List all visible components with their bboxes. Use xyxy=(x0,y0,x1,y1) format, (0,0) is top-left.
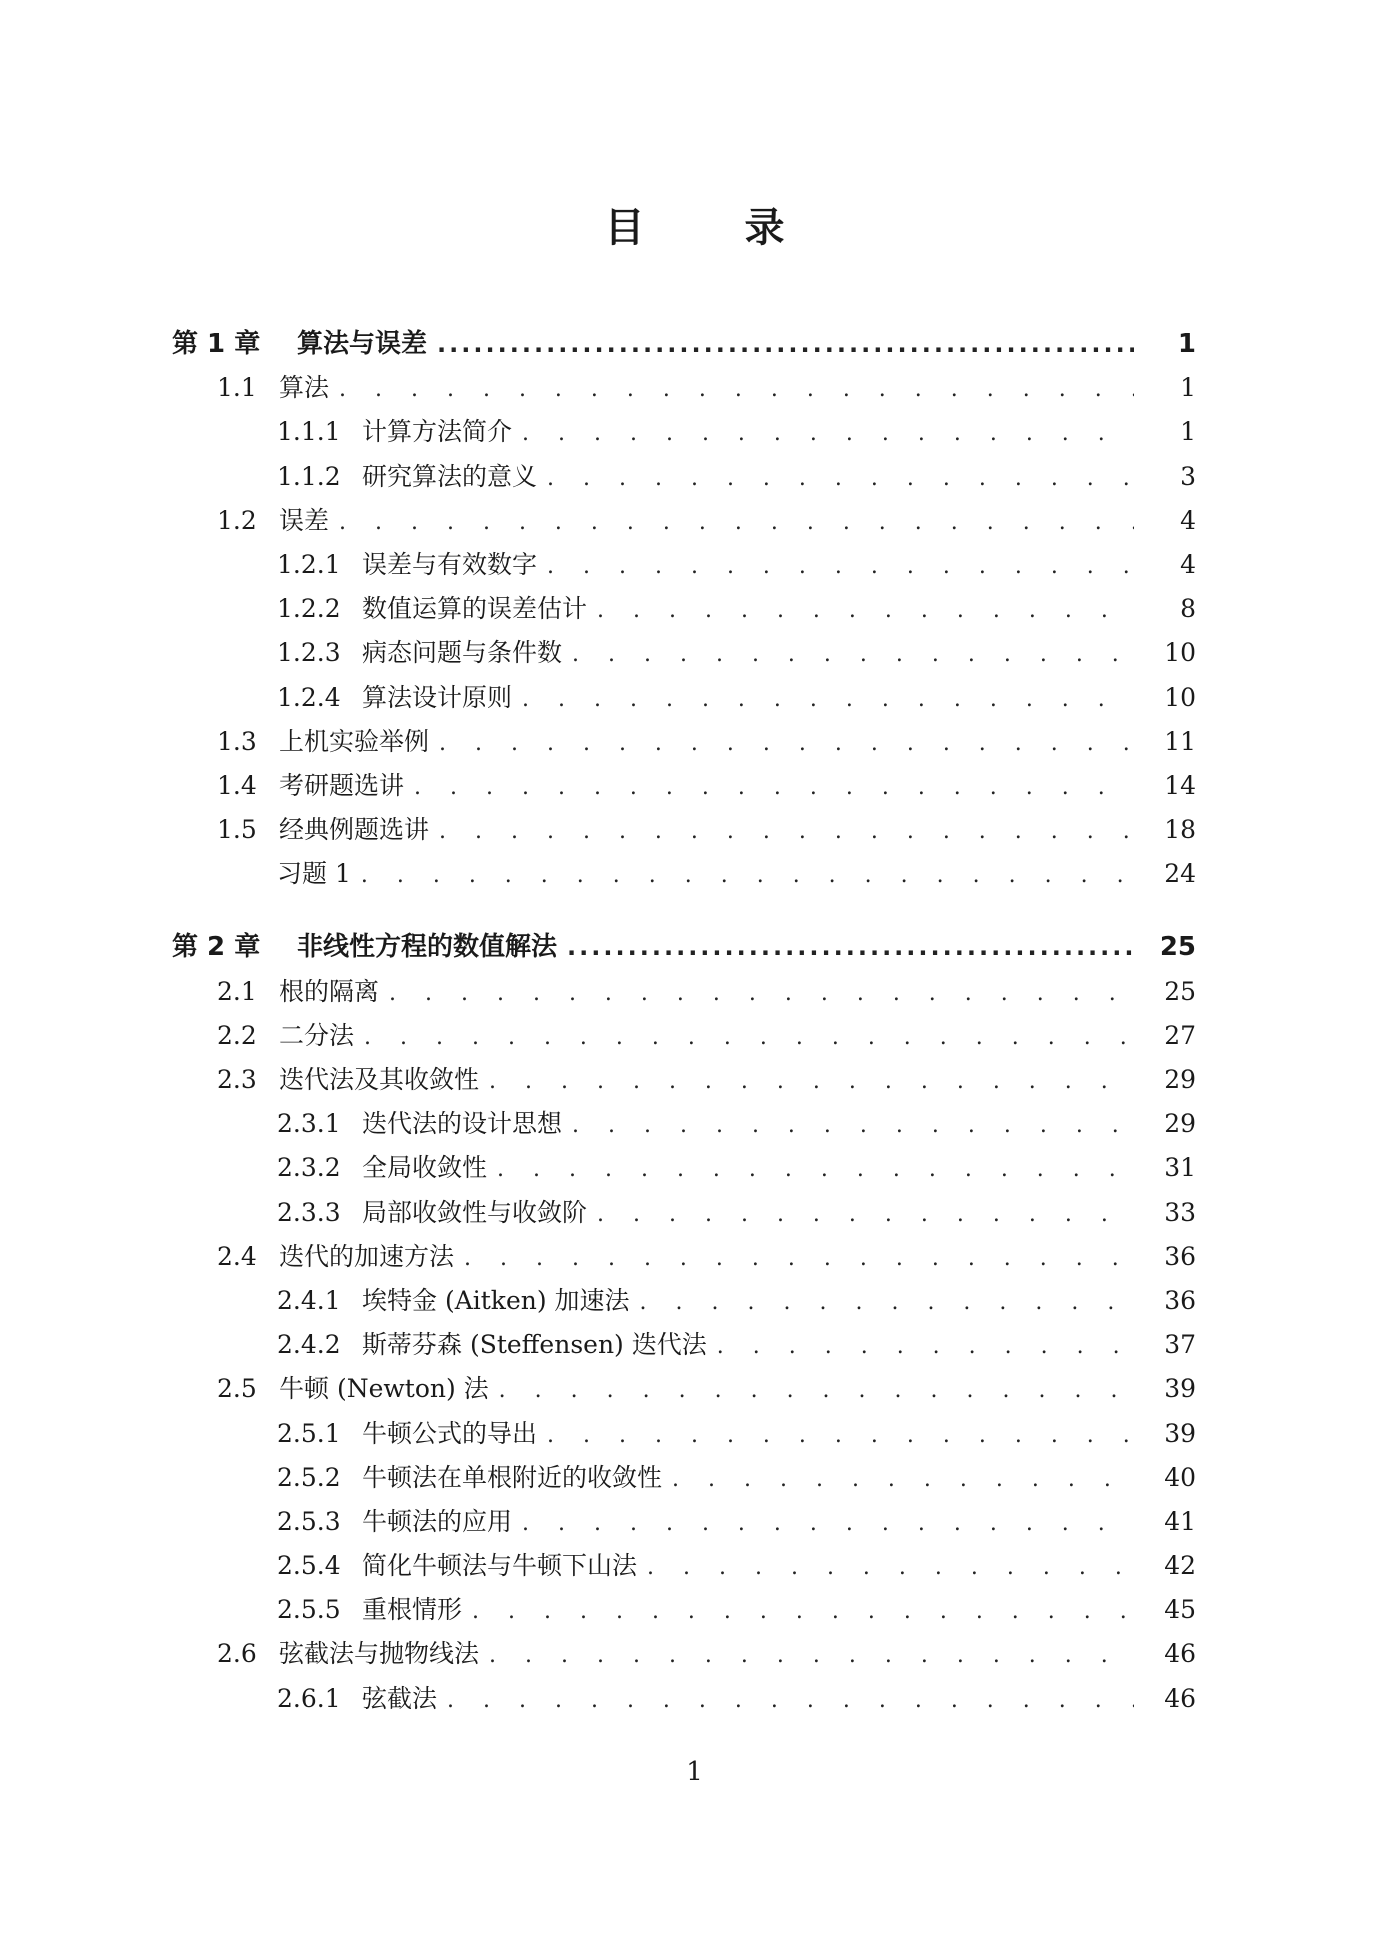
dot-leader xyxy=(597,1193,1134,1237)
toc-entry-page: 33 xyxy=(1164,1197,1196,1227)
toc-entry-page: 29 xyxy=(1164,1065,1196,1094)
toc-entry-title: 根的隔离 xyxy=(279,976,380,1006)
dot-leader xyxy=(499,1369,1134,1413)
toc-entry-title: 全局收敛性 xyxy=(362,1153,488,1183)
toc-entry-page: 1 xyxy=(1177,329,1196,359)
toc-entry-number: 1.5 xyxy=(217,815,257,845)
toc-entry-title: 数值运算的误差估计 xyxy=(362,594,588,624)
toc-entry-title: 算法 xyxy=(279,373,330,403)
toc-entry-number: 1.2.1 xyxy=(277,549,341,579)
toc-entry-page: 46 xyxy=(1164,1683,1196,1713)
dot-leader xyxy=(489,1060,1134,1104)
toc-entry-title: 研究算法的意义 xyxy=(362,461,538,491)
dot-leader xyxy=(522,1502,1134,1546)
toc-entry-number: 2.4.2 xyxy=(277,1330,341,1360)
toc-entry-number: 2.4 xyxy=(217,1241,257,1271)
dot-leader xyxy=(640,1281,1134,1325)
toc-entry-title: 二分法 xyxy=(279,1020,355,1050)
toc-entry-page: 14 xyxy=(1164,770,1196,800)
toc-entry-section xyxy=(172,1058,1196,1102)
toc-entry-page: 25 xyxy=(1159,932,1196,963)
toc-entry-subsection xyxy=(172,587,1196,631)
toc-entry-page: 37 xyxy=(1164,1330,1196,1360)
dot-leader xyxy=(339,368,1134,412)
toc-entry-title: 斯蒂芬森 (Steffensen) 迭代法 xyxy=(362,1330,707,1360)
dot-leader xyxy=(472,1590,1134,1634)
toc-entry-title: 误差与有效数字 xyxy=(362,549,538,579)
toc-entry-page: 10 xyxy=(1164,682,1196,712)
dot-leader xyxy=(547,545,1134,589)
toc-entry-number: 1.1.2 xyxy=(277,461,341,491)
toc-entry-title: 弦截法 xyxy=(362,1683,438,1713)
toc-entry-title: 牛顿公式的导出 xyxy=(362,1418,538,1448)
toc-entry-number: 2.6.1 xyxy=(277,1683,341,1713)
dot-leader xyxy=(522,412,1134,456)
toc-entry-subsection xyxy=(172,1588,1196,1632)
toc-entry-subsection xyxy=(172,1500,1196,1544)
toc-entry-title: 迭代法及其收敛性 xyxy=(279,1065,480,1094)
toc-entry-number: 1.1 xyxy=(217,373,257,403)
toc-entry-page: 4 xyxy=(1180,549,1196,579)
toc-entry-title: 迭代法的设计思想 xyxy=(362,1109,563,1139)
toc-entry-page: 11 xyxy=(1164,726,1196,756)
page-number: 1 xyxy=(686,1757,703,1787)
toc-entry-chapter xyxy=(172,322,1196,366)
dot-leader xyxy=(439,722,1134,766)
toc-entry-title: 算法与误差 xyxy=(297,329,428,359)
toc-entry-number: 第 2 章 xyxy=(172,932,261,963)
dot-leader xyxy=(447,1679,1134,1723)
toc-entry-title: 简化牛顿法与牛顿下山法 xyxy=(362,1551,638,1581)
toc-entry-page: 24 xyxy=(1164,859,1196,889)
dot-leader xyxy=(389,972,1134,1016)
toc-entry-page: 41 xyxy=(1164,1506,1196,1536)
toc-entry-number: 2.1 xyxy=(217,976,257,1006)
toc-entry-subsection xyxy=(172,410,1196,454)
toc-entry-title: 误差 xyxy=(279,505,330,535)
toc-entry-number: 1.2.4 xyxy=(277,682,341,712)
toc-entry-page: 45 xyxy=(1164,1595,1196,1625)
toc-entry-number: 2.5.5 xyxy=(277,1595,341,1625)
toc-entry-page: 18 xyxy=(1164,815,1196,845)
toc-entry-number: 2.5.3 xyxy=(277,1506,341,1536)
toc-entry-section xyxy=(172,970,1196,1014)
table-of-contents xyxy=(172,322,1196,1721)
toc-entry-subsection xyxy=(172,1677,1196,1721)
toc-entry-page: 40 xyxy=(1164,1462,1196,1492)
toc-entry-subsection xyxy=(172,1412,1196,1456)
toc-entry-chapter xyxy=(172,925,1196,969)
toc-entry-number: 1.4 xyxy=(217,770,257,800)
toc-entry-number: 2.5.2 xyxy=(277,1462,341,1492)
toc-entry-number: 第 1 章 xyxy=(172,329,261,359)
toc-entry-subsection xyxy=(172,1323,1196,1367)
dot-leader xyxy=(364,1016,1134,1060)
toc-entry-number: 2.5.1 xyxy=(277,1418,341,1448)
dot-leader xyxy=(567,925,1134,969)
toc-entry-page: 4 xyxy=(1180,505,1196,535)
toc-entry-number: 1.2.3 xyxy=(277,638,341,668)
toc-entry-section xyxy=(172,1014,1196,1058)
toc-entry-page: 46 xyxy=(1164,1639,1196,1669)
dot-leader xyxy=(439,810,1134,854)
toc-entry-number: 2.5.4 xyxy=(277,1551,341,1581)
toc-entry-page: 39 xyxy=(1164,1374,1196,1404)
toc-entry-subsection xyxy=(172,1146,1196,1190)
toc-entry-number: 2.3 xyxy=(217,1065,257,1094)
toc-entry-title: 弦截法与抛物线法 xyxy=(279,1639,480,1669)
toc-entry-page: 1 xyxy=(1180,417,1196,447)
toc-entry-number: 2.6 xyxy=(217,1639,257,1669)
toc-entry-subsection xyxy=(172,1102,1196,1146)
dot-leader xyxy=(339,501,1134,545)
toc-entry-number: 2.2 xyxy=(217,1020,257,1050)
dot-leader xyxy=(547,457,1134,501)
toc-entry-section xyxy=(172,808,1196,852)
dot-leader xyxy=(522,678,1134,722)
toc-entry-number: 2.3.1 xyxy=(277,1109,341,1139)
toc-entry-title: 重根情形 xyxy=(362,1595,463,1625)
dot-leader xyxy=(647,1546,1134,1590)
toc-entry-number: 2.4.1 xyxy=(277,1285,341,1315)
toc-entry-subsection xyxy=(172,543,1196,587)
toc-entry-subsection xyxy=(172,631,1196,675)
dot-leader xyxy=(489,1634,1134,1678)
toc-entry-exercise xyxy=(172,852,1196,896)
toc-entry-section xyxy=(172,720,1196,764)
toc-entry-title: 迭代的加速方法 xyxy=(279,1241,455,1271)
toc-entry-number: 2.3.2 xyxy=(277,1153,341,1183)
dot-leader xyxy=(572,1104,1134,1148)
dot-leader xyxy=(464,1237,1134,1281)
toc-entry-page: 31 xyxy=(1164,1153,1196,1183)
toc-entry-section xyxy=(172,366,1196,410)
toc-entry-number: 1.2 xyxy=(217,505,257,535)
toc-entry-title: 牛顿法在单根附近的收敛性 xyxy=(362,1462,663,1492)
toc-entry-page: 25 xyxy=(1164,976,1196,1006)
dot-leader xyxy=(597,589,1134,633)
toc-entry-title: 习题 1 xyxy=(277,859,351,889)
toc-entry-page: 39 xyxy=(1164,1418,1196,1448)
toc-entry-number: 1.1.1 xyxy=(277,417,341,447)
toc-entry-subsection xyxy=(172,1456,1196,1500)
toc-entry-section xyxy=(172,1367,1196,1411)
toc-entry-subsection xyxy=(172,1279,1196,1323)
toc-entry-title: 上机实验举例 xyxy=(279,726,430,756)
dot-leader xyxy=(547,1414,1134,1458)
dot-leader xyxy=(437,322,1134,366)
dot-leader xyxy=(361,854,1134,898)
toc-entry-number: 1.3 xyxy=(217,726,257,756)
toc-entry-title: 牛顿 (Newton) 法 xyxy=(279,1374,489,1404)
toc-entry-subsection xyxy=(172,676,1196,720)
toc-entry-page: 27 xyxy=(1164,1020,1196,1050)
toc-entry-subsection xyxy=(172,1544,1196,1588)
toc-entry-title: 经典例题选讲 xyxy=(279,815,430,845)
toc-entry-title: 考研题选讲 xyxy=(279,770,405,800)
dot-leader xyxy=(497,1148,1134,1192)
toc-entry-subsection xyxy=(172,1191,1196,1235)
toc-entry-number: 2.3.3 xyxy=(277,1197,341,1227)
toc-entry-section xyxy=(172,1632,1196,1676)
toc-entry-page: 1 xyxy=(1180,373,1196,403)
toc-entry-title: 埃特金 (Aitken) 加速法 xyxy=(362,1285,630,1315)
dot-leader xyxy=(572,633,1134,677)
page-title: 目 录 xyxy=(604,205,815,251)
dot-leader xyxy=(672,1458,1134,1502)
toc-entry-title: 算法设计原则 xyxy=(362,682,513,712)
toc-entry-page: 36 xyxy=(1164,1241,1196,1271)
toc-entry-number: 1.2.2 xyxy=(277,594,341,624)
toc-entry-title: 非线性方程的数值解法 xyxy=(297,932,558,963)
toc-entry-page: 42 xyxy=(1164,1551,1196,1581)
toc-entry-title: 局部收敛性与收敛阶 xyxy=(362,1197,588,1227)
toc-entry-section xyxy=(172,764,1196,808)
toc-entry-section xyxy=(172,1235,1196,1279)
toc-entry-subsection xyxy=(172,455,1196,499)
toc-entry-page: 36 xyxy=(1164,1285,1196,1315)
toc-entry-page: 8 xyxy=(1180,594,1196,624)
toc-entry-title: 病态问题与条件数 xyxy=(362,638,563,668)
toc-entry-page: 29 xyxy=(1164,1109,1196,1139)
dot-leader xyxy=(414,766,1134,810)
toc-entry-title: 计算方法简介 xyxy=(362,417,513,447)
dot-leader xyxy=(717,1325,1134,1369)
toc-entry-page: 10 xyxy=(1164,638,1196,668)
toc-entry-section xyxy=(172,499,1196,543)
toc-entry-number: 2.5 xyxy=(217,1374,257,1404)
toc-entry-title: 牛顿法的应用 xyxy=(362,1506,513,1536)
toc-entry-page: 3 xyxy=(1180,461,1196,491)
